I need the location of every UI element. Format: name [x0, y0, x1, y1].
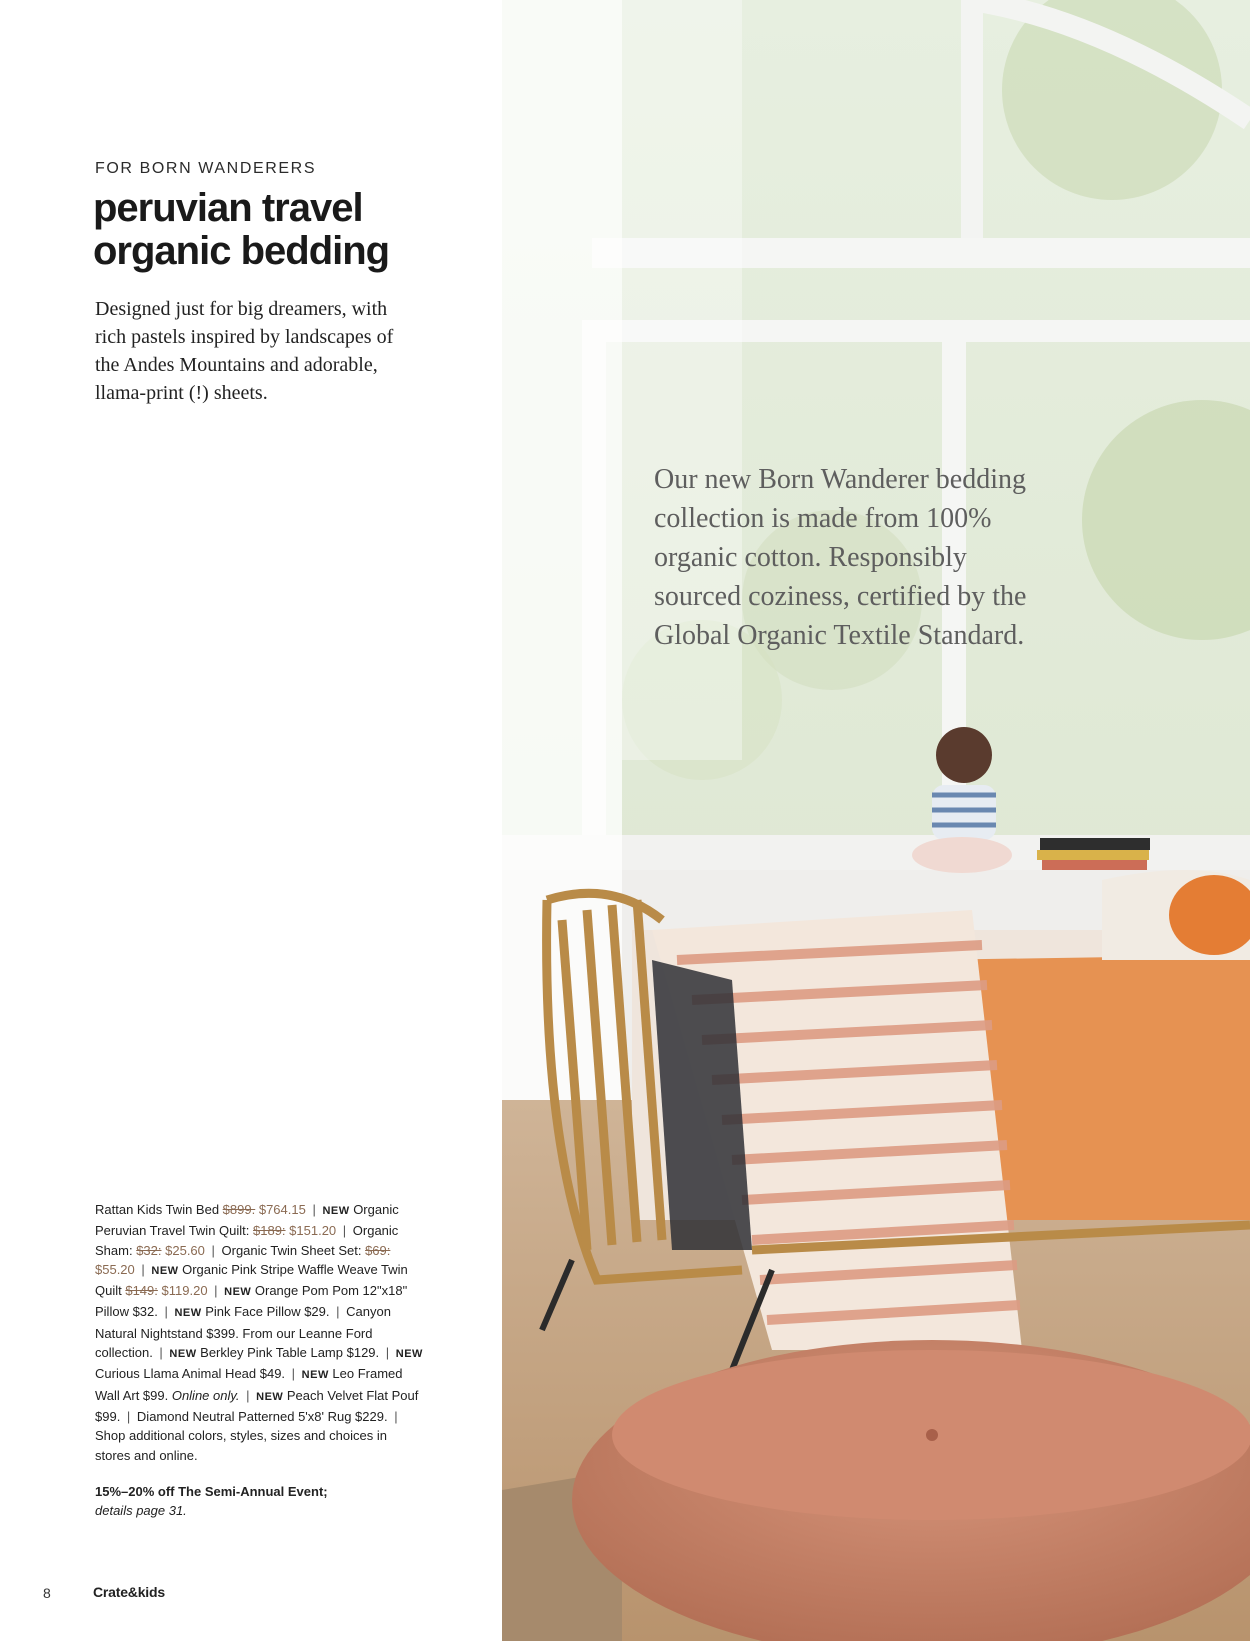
product-name: Leo Framed Wall Art $99.	[95, 1366, 403, 1403]
intro-paragraph: Designed just for big dreamers, with rich pastels inspired by landscapes of the Andes Mountains and adorable, llama-print (!) sheets.	[95, 298, 394, 404]
product-name: Diamond Neutral Patterned 5'x8' Rug $229.	[136, 1408, 392, 1424]
new-badge: NEW	[256, 1390, 287, 1403]
title-line-1: peruvian travel	[93, 186, 363, 230]
new-badge: NEW	[174, 1307, 206, 1320]
offer-note	[95, 1482, 425, 1520]
brand-logo: Crate&kids	[93, 1584, 165, 1600]
separator: |	[210, 1283, 222, 1299]
offer-details: details page 31.	[95, 1503, 187, 1518]
page-title	[93, 187, 493, 273]
offer-headline: 15%–20% off The Semi-Annual Event;	[95, 1484, 328, 1499]
product-details	[95, 1200, 425, 1465]
new-badge: NEW	[322, 1205, 354, 1217]
title-line-2: organic bedding	[93, 229, 390, 273]
product-item	[174, 1304, 333, 1319]
new-badge: NEW	[169, 1348, 201, 1361]
new-badge: NEW	[301, 1369, 333, 1382]
separator: |	[336, 1304, 344, 1320]
eyebrow: FOR BORN WANDERERS	[95, 160, 317, 177]
separator: |	[339, 1223, 350, 1239]
separator: |	[164, 1304, 172, 1320]
separator: |	[291, 1366, 299, 1382]
product-item	[95, 1202, 306, 1217]
sale-price: $25.60	[165, 1242, 205, 1258]
original-price: $69:	[365, 1242, 391, 1258]
page-number: 8	[43, 1585, 51, 1601]
pull-quote: Our new Born Wanderer bedding collection is made from 100% organic cotton. Responsibly sourced coziness, certified by the Global Organic Textile Standard.	[654, 464, 1027, 651]
photo-illustration	[502, 0, 1250, 1641]
product-name: Organic Sham:	[95, 1223, 399, 1258]
product-name: Rattan Kids Twin Bed	[95, 1202, 223, 1217]
new-badge: NEW	[151, 1264, 183, 1277]
product-name: Shop additional colors, styles, sizes and choices in stores and online.	[95, 1428, 387, 1463]
product-item	[169, 1345, 382, 1360]
sale-price: $119.20	[161, 1283, 208, 1299]
sale-price: $151.20	[289, 1223, 337, 1239]
separator: |	[385, 1345, 393, 1361]
new-badge: NEW	[224, 1286, 255, 1299]
separator: |	[242, 1387, 254, 1403]
original-price: $189:	[253, 1223, 286, 1239]
product-name: Organic Pink Stripe Waffle Weave Twin Quilt	[95, 1261, 408, 1299]
product-name: Curious Llama Animal Head $49.	[95, 1366, 289, 1382]
bedroom-photo	[502, 0, 1250, 1641]
product-name: Canyon Natural Nightstand $399. From our Leanne Ford collection.	[95, 1304, 391, 1361]
separator: |	[137, 1261, 149, 1277]
original-price: $149:	[125, 1283, 158, 1299]
original-price: $899.	[222, 1202, 256, 1217]
product-item	[95, 1428, 387, 1462]
sale-price: $764.15	[258, 1202, 306, 1217]
text-column	[0, 0, 502, 1641]
product-name: Berkley Pink Table Lamp $129.	[200, 1345, 383, 1361]
product-note: Online only.	[171, 1387, 240, 1403]
original-price: $32:	[136, 1242, 162, 1258]
product-name: Pink Face Pillow $29.	[205, 1304, 334, 1320]
separator: |	[207, 1242, 219, 1258]
product-name: Organic Twin Sheet Set:	[221, 1242, 366, 1258]
separator: |	[159, 1345, 167, 1361]
product-name: Peach Velvet Flat Pouf $99.	[95, 1387, 419, 1424]
sale-price: $55.20	[95, 1261, 135, 1277]
separator: |	[308, 1202, 320, 1217]
product-item	[137, 1409, 391, 1424]
separator: |	[394, 1408, 398, 1424]
new-badge: NEW	[395, 1348, 423, 1361]
separator: |	[126, 1408, 134, 1424]
product-name: Organic Peruvian Travel Twin Quilt:	[95, 1202, 399, 1239]
product-name: Orange Pom Pom 12"x18" Pillow $32.	[95, 1283, 408, 1320]
